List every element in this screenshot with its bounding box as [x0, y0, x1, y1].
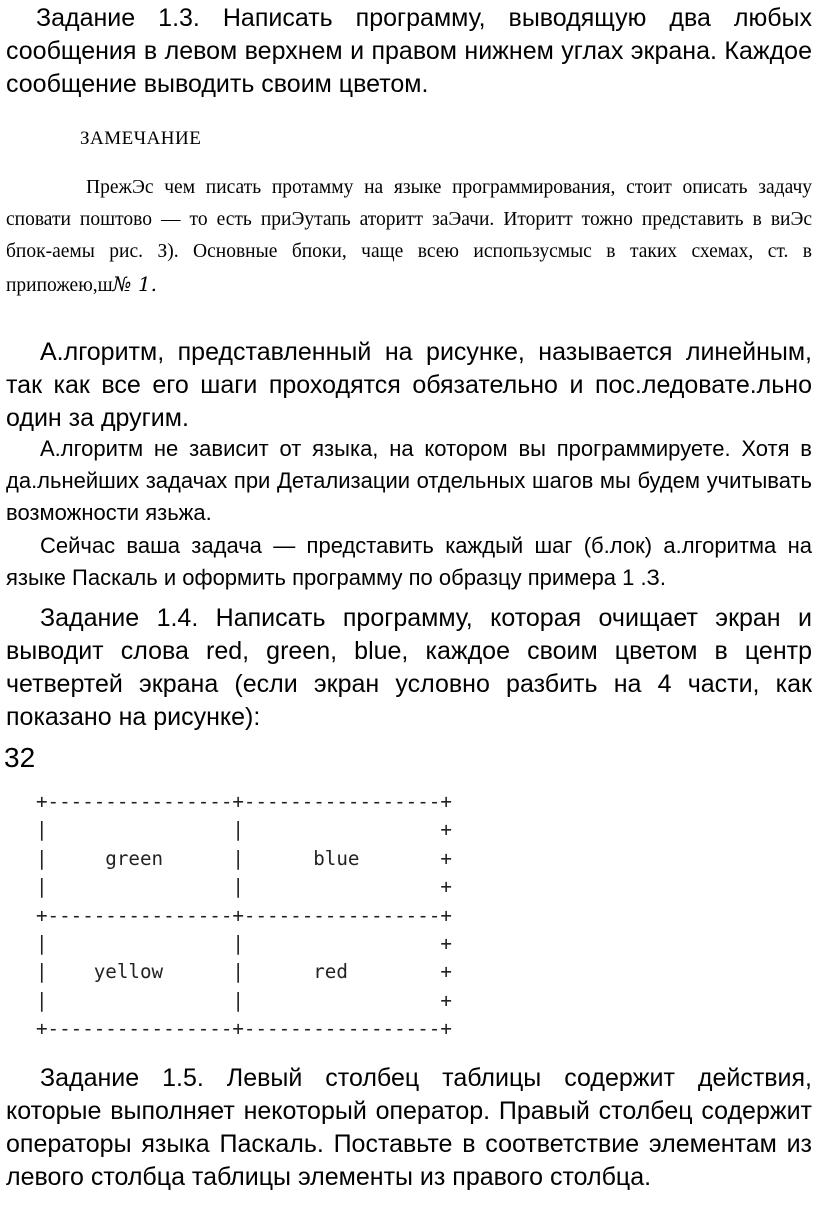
- note-text: [6, 172, 812, 302]
- current-task-text: Сейчас ваша задача — представить каждый шаг (б.лок) а.лгоритма на языке Паскаль и оформить программу по образцу примера 1 .З.: [6, 533, 812, 590]
- note-body: ПрежЭс чем писать протамму на языке программирования, стоит описать задачу сповати поштово — то есть приЭутапь аторитт заЭачи. Иторитт тожно представить в виЭс бпок-аемы рис. З). Основные бпоки, чаще всею испопьзусмыс в таких схемах, ст. в припожею,ш: [6, 177, 812, 296]
- screen-quadrant-diagram: +----------------+-----------------+ | | + | green | blue + | | + +----------------+-----------------+ | | + | yellow | red + | | + +----------------+-----------------+: [36, 790, 452, 1041]
- task-1-5-text: Задание 1.5. Левый столбец таблицы содержит действия, которые выполняет некоторый оператор. Правый столбец содержит операторы языка Паскаль. Поставьте в соответствие элементам из левого столбца таблицы элементы из правого столбца.: [6, 1064, 812, 1191]
- language-independence-text: А.лгоритм не зависит от языка, на котором вы программируете. Хотя в да.льнейших задачах при Детализации отдельных шагов мы будем учитывать возможности язьжа.: [6, 436, 812, 525]
- linear-algorithm-text: А.лгоритм, представленный на рисунке, называется линейным, так как все его шаги проходятся обязательно и пос.ледовате.льно один за другим.: [6, 338, 812, 432]
- note-numero: № 1.: [112, 272, 158, 296]
- task-1-3-text: Задание 1.3. Написать программу, выводящую два любых сообщения в левом верхнем и правом нижнем углах экрана. Каждое сообщение выводить своим цветом.: [6, 4, 812, 98]
- page-number: 32: [4, 742, 36, 773]
- task-1-4-text: Задание 1.4. Написать программу, которая очищает экран и выводит слова red, green, blue, каждое своим цветом в центр четвертей экрана (если экран условно разбить на 4 части, как показано на рисунке):: [6, 604, 812, 731]
- note-heading: ЗАМЕЧАНИЕ: [80, 128, 202, 149]
